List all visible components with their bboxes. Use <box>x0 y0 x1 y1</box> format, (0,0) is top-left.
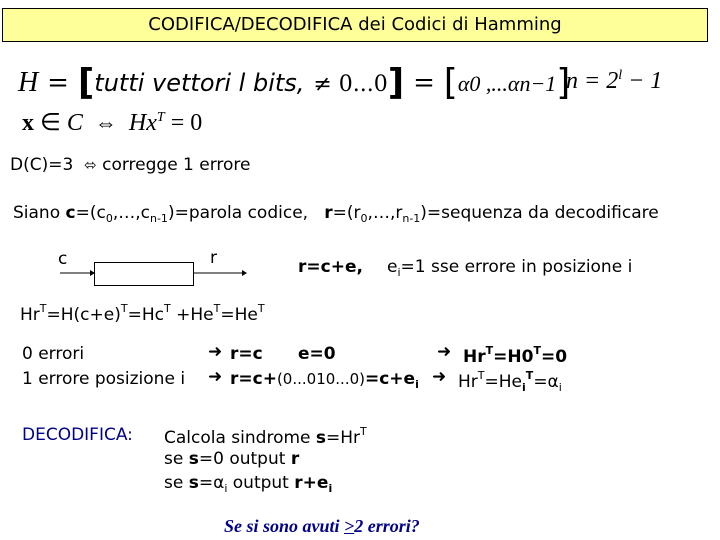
c-rest: )=parola codice, <box>167 203 309 223</box>
ei: e <box>387 257 398 277</box>
ei-text <box>387 257 632 279</box>
one-i2: i <box>522 381 526 394</box>
decod-t: T <box>360 425 367 438</box>
zero-e: e=0 <box>298 344 336 364</box>
zero-hr: Hr <box>463 347 486 367</box>
decod-se1: se <box>164 449 189 469</box>
case-one-res <box>230 369 419 391</box>
c-bold: c <box>65 203 76 223</box>
hr4: +He <box>170 305 214 325</box>
one-he: =He <box>484 372 523 392</box>
h-symbol: H <box>18 67 39 98</box>
hr5: =He <box>220 305 258 325</box>
hx-symbol: Hx <box>128 110 157 136</box>
r-def: =(r <box>332 203 361 223</box>
hr-t2: T <box>120 302 128 315</box>
hr-line <box>20 302 265 325</box>
case-one-label: 1 errore posizione i <box>22 369 186 389</box>
question-c: 2 errori? <box>354 516 420 536</box>
zero-rc: r=c <box>230 344 263 364</box>
decod-ri: i <box>328 482 333 495</box>
open-bracket-2: [ <box>443 62 458 103</box>
zero-eq0: =0 <box>540 347 568 367</box>
c0-sub: 0 <box>105 212 113 225</box>
c-dots: ,…,c <box>112 203 150 223</box>
hr-t1: T <box>39 302 47 315</box>
hr-t4: T <box>213 302 221 315</box>
right-arrow-icon: ➜ <box>432 367 447 387</box>
question-a: Se si sono avuti <box>224 516 345 536</box>
page-title: CODIFICA/DECODIFICA dei Codici di Hamming <box>148 14 562 35</box>
decod-r: r <box>290 449 300 469</box>
decod-se2: se <box>164 473 189 493</box>
decod-alpha: =α <box>198 473 225 493</box>
rce-text <box>298 257 363 277</box>
case-one-arrow1 <box>208 367 222 387</box>
close-bracket-2: ] <box>556 62 571 103</box>
case-one-arrow2 <box>432 367 446 387</box>
one-i: i <box>415 378 419 391</box>
siano-line <box>13 203 659 225</box>
c-symbol: C <box>66 110 83 136</box>
decod-re: r+e <box>294 473 329 493</box>
dc-rest: corregge 1 errore <box>102 155 251 175</box>
decod-s2: s <box>188 449 199 469</box>
case-zero-label: 0 errori <box>22 344 85 364</box>
decod-output2: output <box>227 473 295 493</box>
case-zero-e <box>298 344 336 364</box>
one-t: T <box>477 369 485 382</box>
case-zero-arrow1 <box>208 342 222 362</box>
right-arrow-icon: ➜ <box>208 367 223 387</box>
eq-zero: = 0 <box>170 110 203 136</box>
h-eq: = <box>47 68 69 98</box>
iff-icon: ⬄ <box>84 156 97 174</box>
x-symbol: x <box>22 110 34 136</box>
dc-line <box>10 155 251 175</box>
case-zero-hr <box>463 344 567 367</box>
in-symbol: ∈ <box>40 110 61 136</box>
formula-h <box>18 62 570 106</box>
ei-sub: i <box>397 266 401 279</box>
cn-sub: n-1 <box>149 212 168 225</box>
r-rest: )=sequenza da decodificare <box>420 203 659 223</box>
n-exp: l <box>618 68 623 83</box>
c-def: =(c <box>75 203 106 223</box>
right-arrow-icon: ➜ <box>208 342 223 362</box>
r0-sub: 0 <box>360 212 368 225</box>
case-zero-arrow2 <box>437 342 451 362</box>
case-one-hr <box>458 369 562 394</box>
decod-line3 <box>164 473 332 495</box>
rce: r=c+e, <box>298 257 363 277</box>
right-arrow-icon: ➜ <box>437 342 452 362</box>
decod-i: i <box>224 482 228 495</box>
close-bracket: ] <box>387 62 405 103</box>
one-hr: Hr <box>458 372 478 392</box>
channel-c-label: c <box>58 249 68 269</box>
one-vec: (0...010...0) <box>276 370 365 388</box>
formula-n <box>566 68 662 95</box>
one-ce: =c+e <box>364 369 416 389</box>
open-bracket: [ <box>77 62 95 103</box>
neq-text: ≠ 0...0 <box>313 72 388 97</box>
hr3: =Hc <box>127 305 164 325</box>
decod-line2 <box>164 449 299 469</box>
zero-t2: T <box>533 344 541 357</box>
decod-line1 <box>164 425 367 448</box>
iff-symbol: ⇔ <box>94 110 117 135</box>
case-zero-r <box>230 344 263 364</box>
h-eq2: = <box>413 68 435 98</box>
decod-label: DECODIFICA: <box>22 425 133 445</box>
one-rc: r=c+ <box>230 369 277 389</box>
title-bar <box>2 8 708 42</box>
one-alpha: =α <box>533 372 559 392</box>
n-minus: − 1 <box>628 68 663 94</box>
channel-r-label: r <box>210 248 217 268</box>
decod-s: s <box>315 428 327 448</box>
one-t2: T <box>525 369 534 382</box>
hr2: =H(c+e) <box>46 305 121 325</box>
r-bold: r <box>324 203 333 223</box>
hr-t3: T <box>163 302 171 315</box>
one-i3: i <box>558 381 562 394</box>
decod-hr: =Hr <box>326 428 361 448</box>
n-eq: n = 2 <box>566 68 619 94</box>
hr1: Hr <box>20 305 40 325</box>
hr-t5: T <box>257 302 265 315</box>
dc-text: D(C)=3 <box>10 155 74 175</box>
question-line <box>224 516 420 537</box>
alpha-list: α0 ,...αn−1 <box>457 71 557 96</box>
formula-x <box>22 108 202 137</box>
t-sup: T <box>156 110 165 125</box>
decod-output1: =0 output <box>198 449 291 469</box>
bracket-text: tutti vettori l bits, <box>94 69 305 97</box>
decod-s3: s <box>188 473 199 493</box>
zero-t: T <box>485 344 494 357</box>
r-dots: ,…,r <box>367 203 403 223</box>
zero-h0: =H0 <box>493 347 534 367</box>
question-gt: > <box>344 516 355 536</box>
channel-box <box>94 262 194 286</box>
rn-sub: n-1 <box>402 212 421 225</box>
decod-calcola: Calcola sindrome <box>164 428 316 448</box>
siano-prefix: Siano <box>13 203 66 223</box>
ei-rest: =1 sse errore in posizione i <box>400 257 633 277</box>
